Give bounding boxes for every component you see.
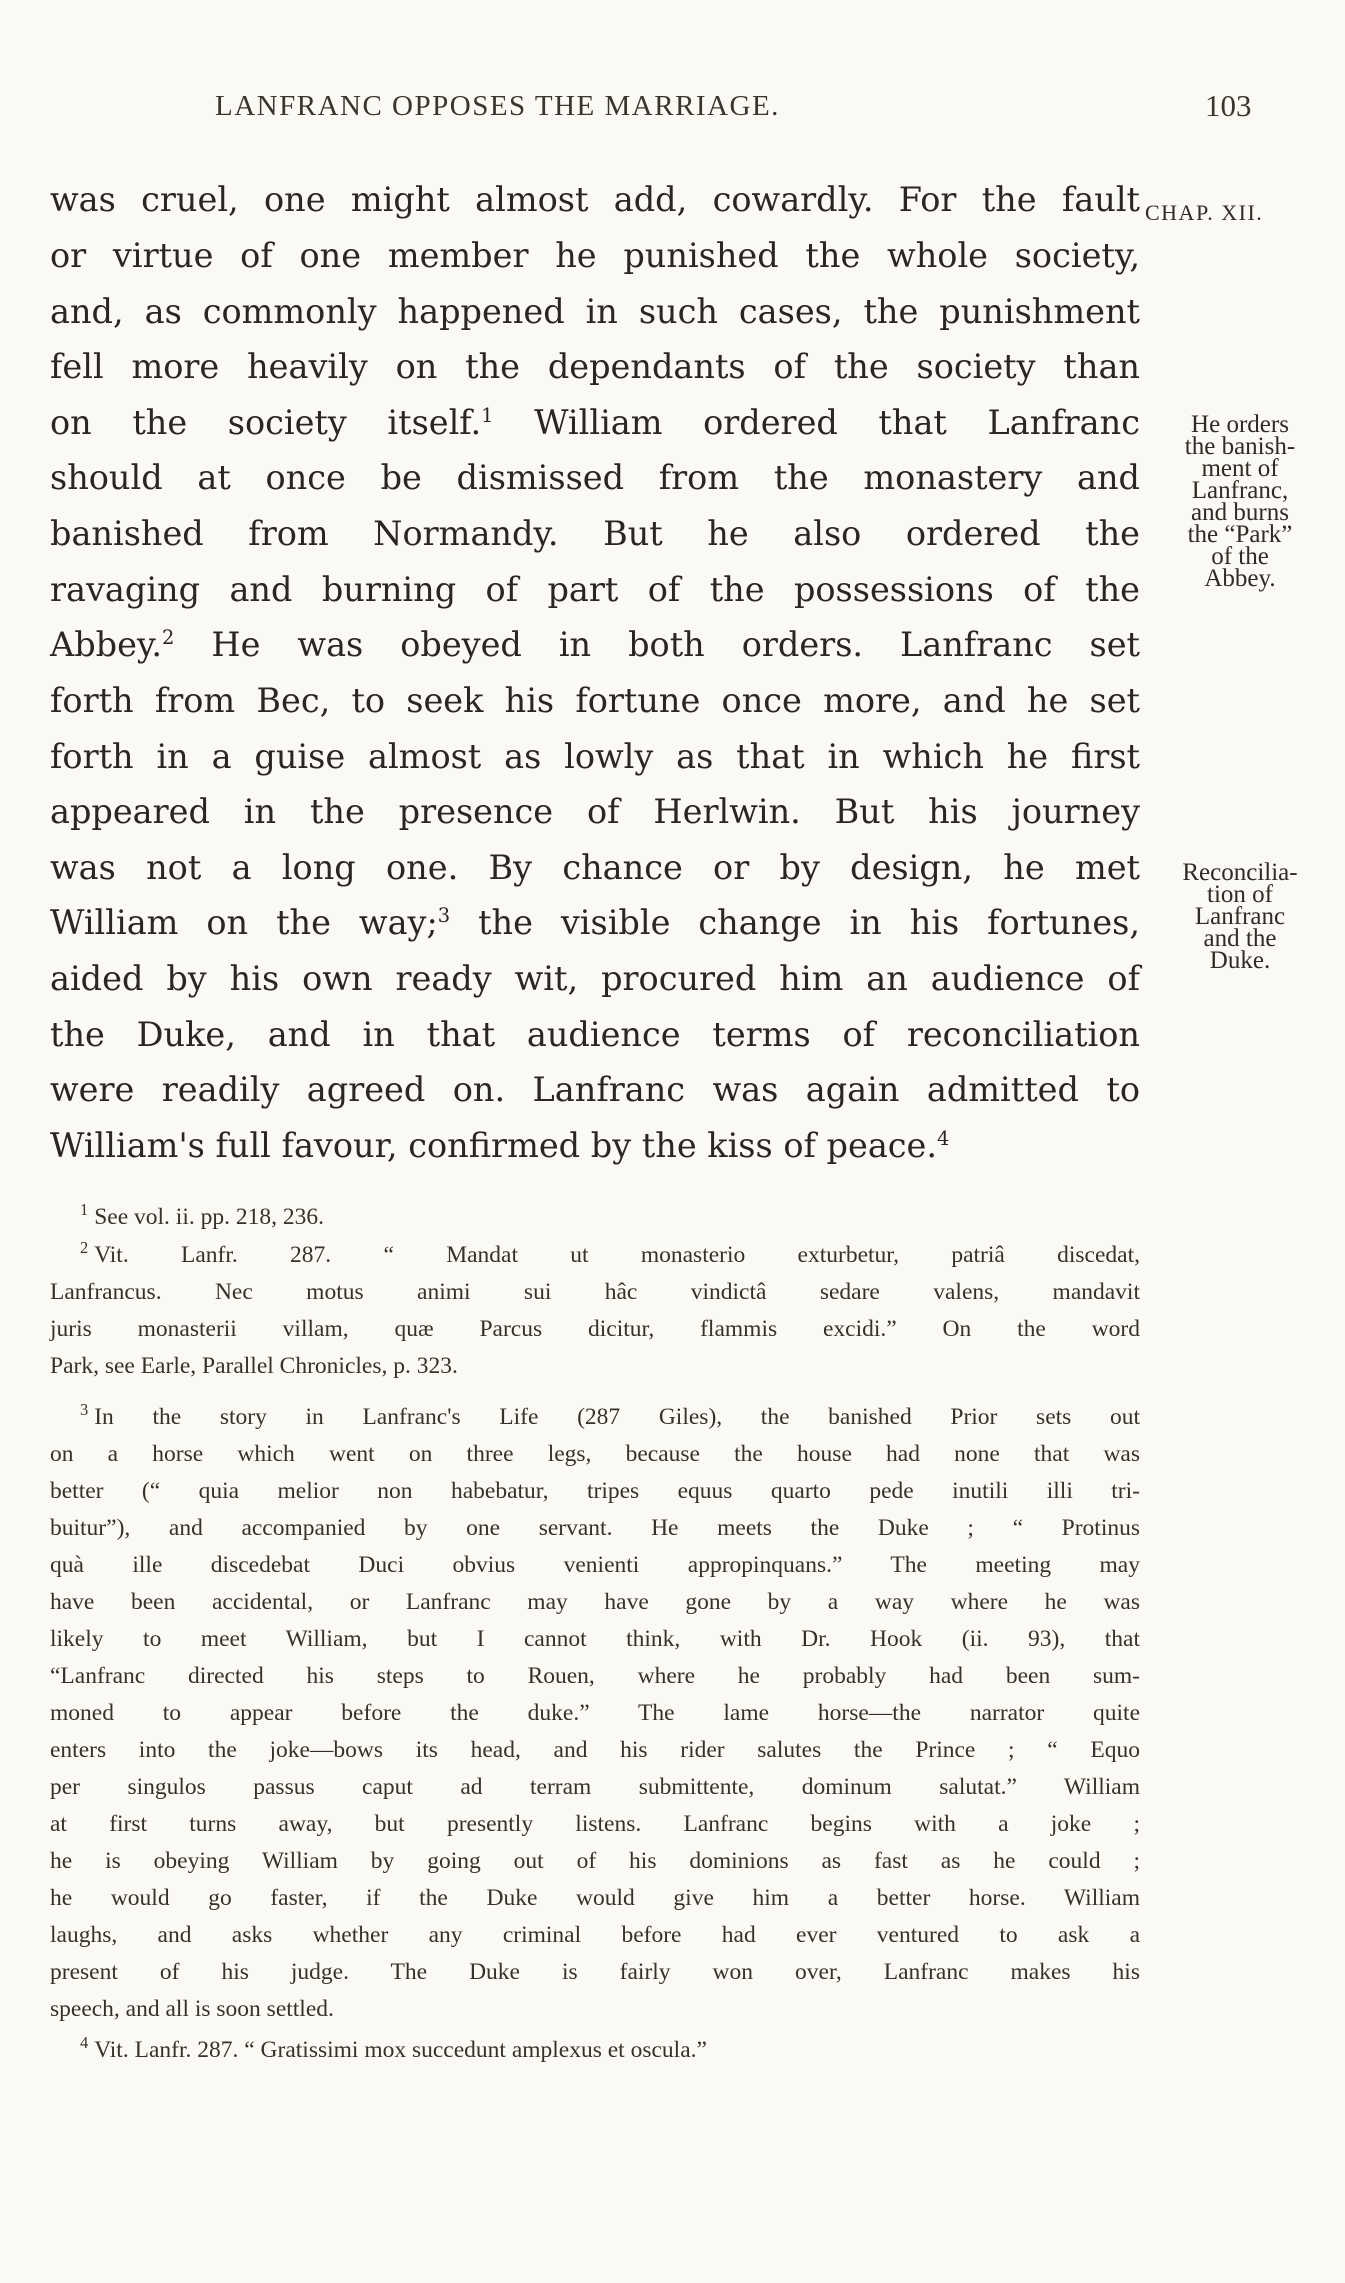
margin-note-reconciliation: [1140, 859, 1340, 974]
footnote-4: [50, 2033, 1140, 2067]
body-line: the Duke, and in that audience terms of reconciliation: [50, 1015, 1140, 1054]
footnote-line: likely to meet William, but I cannot think, with Dr. Hook (ii. 93), that: [50, 1626, 1140, 1652]
body-line: should at once be dismissed from the monastery and: [50, 458, 1140, 497]
footnote-text: See vol. ii. pp. 218, 236.: [94, 1204, 324, 1230]
body-line: were readily agreed on. Lanfranc was again admitted to: [50, 1070, 1140, 1109]
footnote-line: Lanfrancus. Nec motus animi sui hâc vindictâ sedare valens, mandavit: [50, 1279, 1140, 1305]
footnote-line: laughs, and asks whether any criminal before had ever ventured to ask a: [50, 1922, 1140, 1948]
body-line-text: Abbey.: [50, 625, 163, 664]
footnote-mark: 1: [80, 1200, 89, 1220]
footnote-mark: 2: [80, 1238, 89, 1258]
body-line-text: He was obeyed in both orders. Lanfranc set: [174, 625, 1140, 664]
body-line: [50, 1126, 1140, 1166]
footnote-mark: 4: [80, 2033, 89, 2053]
body-line: and, as commonly happened in such cases, the punishment: [50, 292, 1140, 331]
body-line-text: William ordered that Lanfranc: [493, 403, 1140, 442]
margin-note-line: and the: [1203, 925, 1277, 952]
page-number: 103: [1205, 88, 1252, 123]
body-line: aided by his own ready wit, procured him an audience of: [50, 959, 1140, 998]
note-ref: 1: [481, 403, 494, 427]
margin-note-line: He orders: [1191, 411, 1289, 438]
margin-note-line: the banish-: [1184, 433, 1296, 460]
margin-note-line: Duke.: [1209, 947, 1271, 974]
footnote-line: quà ille discedebat Duci obvius venienti appropinquans.” The meeting may: [50, 1552, 1140, 1578]
note-ref: 3: [437, 903, 451, 927]
footnote-mark: 3: [80, 1400, 89, 1420]
margin-note-line: the “Park”: [1187, 521, 1293, 548]
body-line: banished from Normandy. But he also ordered the: [50, 514, 1140, 553]
footnote-text: Vit. Lanfr. 287. “ Mandat ut monasterio exturbetur, patriâ discedat,: [94, 1242, 1140, 1268]
footnote-text: Vit. Lanfr. 287. “ Gratissimi mox succedunt amplexus et oscula.”: [94, 2037, 707, 2063]
footnote-line: enters into the joke—bows its head, and his rider salutes the Prince ; “ Equo: [50, 1737, 1140, 1763]
note-ref: 4: [937, 1126, 950, 1150]
footnote-line: per singulos passus caput ad terram submittente, dominum salutat.” William: [50, 1774, 1140, 1800]
body-line: [50, 403, 1140, 443]
margin-note-line: tion of: [1207, 881, 1273, 908]
footnote-line: he is obeying William by going out of his dominions as fast as he could ;: [50, 1848, 1140, 1874]
footnote-line: present of his judge. The Duke is fairly won over, Lanfranc makes his: [50, 1959, 1140, 1985]
footnote-line: have been accidental, or Lanfranc may have gone by a way where he was: [50, 1589, 1140, 1615]
chapter-marker: CHAP. XII.: [1145, 200, 1264, 225]
running-title: LANFRANC OPPOSES THE MARRIAGE.: [215, 90, 780, 122]
footnote-2: [50, 1238, 1140, 1272]
margin-note-line: ment of: [1201, 455, 1279, 482]
footnote-1: [50, 1200, 1140, 1234]
footnote-3: [50, 1400, 1140, 1434]
margin-note-line: Reconcilia-: [1182, 859, 1298, 886]
footnote-line: better (“ quia melior non habebatur, tripes equus quarto pede inutili illi tri-: [50, 1478, 1140, 1504]
body-line: ravaging and burning of part of the possessions of the: [50, 570, 1140, 609]
footnote-line: at first turns away, but presently listens. Lanfranc begins with a joke ;: [50, 1811, 1140, 1837]
footnote-line: speech, and all is soon settled.: [50, 1996, 334, 2022]
body-line: [50, 903, 1140, 943]
body-line-text: William on the way;: [50, 903, 438, 942]
footnote-text: In the story in Lanfranc's Life (287 Giles), the banished Prior sets out: [94, 1404, 1140, 1430]
body-line-text: on the society itself.: [50, 403, 482, 442]
body-line-text: William's full favour, confirmed by the kiss of peace.: [50, 1126, 938, 1165]
margin-note-line: Abbey.: [1204, 565, 1276, 592]
margin-note-line: Lanfranc: [1194, 903, 1286, 930]
margin-note-banishment: [1140, 411, 1340, 592]
margin-note-line: of the: [1211, 543, 1269, 570]
body-line: appeared in the presence of Herlwin. But his journey: [50, 792, 1140, 831]
body-line: forth from Bec, to seek his fortune once more, and he set: [50, 681, 1140, 720]
footnote-line: he would go faster, if the Duke would give him a better horse. William: [50, 1885, 1140, 1911]
footnote-line: juris monasterii villam, quæ Parcus dicitur, flammis excidi.” On the word: [50, 1316, 1140, 1342]
body-line: or virtue of one member he punished the whole society,: [50, 236, 1140, 275]
body-line: was cruel, one might almost add, cowardly. For the fault: [50, 180, 1140, 219]
body-line-text: the visible change in his fortunes,: [450, 903, 1140, 942]
footnote-line: buitur”), and accompanied by one servant. He meets the Duke ; “ Protinus: [50, 1515, 1140, 1541]
margin-note-line: Lanfranc,: [1191, 477, 1289, 504]
body-line: forth in a guise almost as lowly as that in which he first: [50, 737, 1140, 776]
footnote-line: Park, see Earle, Parallel Chronicles, p. 323.: [50, 1353, 458, 1379]
margin-note-line: and burns: [1191, 499, 1289, 526]
body-line: [50, 625, 1140, 665]
footnote-line: moned to appear before the duke.” The lame horse—the narrator quite: [50, 1700, 1140, 1726]
footnote-line: on a horse which went on three legs, because the house had none that was: [50, 1441, 1140, 1467]
body-line: fell more heavily on the dependants of the society than: [50, 347, 1140, 386]
body-line: was not a long one. By chance or by design, he met: [50, 848, 1140, 887]
note-ref: 2: [162, 625, 175, 649]
footnote-line: “Lanfranc directed his steps to Rouen, where he probably had been sum-: [50, 1663, 1140, 1689]
